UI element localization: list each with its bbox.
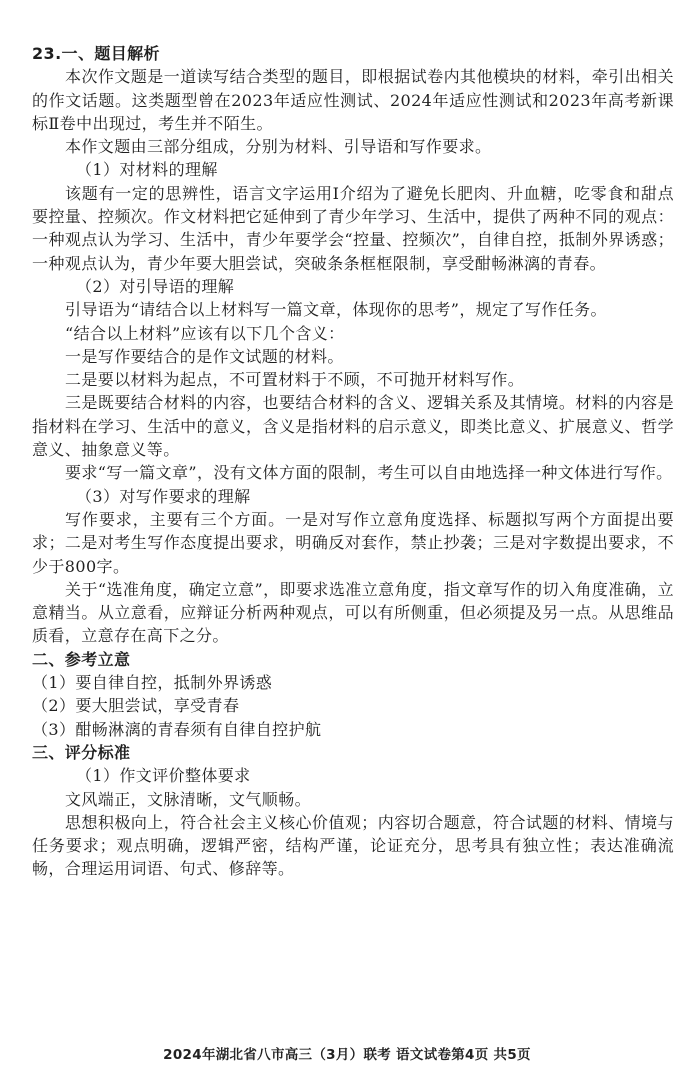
scoring-paragraph-1: 文风端正，文脉清晰，文气顺畅。 — [65, 789, 312, 809]
section-heading-3: 三、评分标准 — [32, 742, 131, 762]
guide-paragraph-3: 一是写作要结合的是作文试题的材料。 — [65, 346, 344, 366]
requirement-paragraph-1: 写作要求，主要有三个方面。一是对写作立意角度选择、标题拟写两个方面提出要求；二是对考生写作态度提出要求，明确反对套作，禁止抄袭；三是对字数提出要求，不少于800字。 — [32, 509, 674, 576]
subsection-title-guide: （2）对引导语的理解 — [76, 276, 235, 296]
requirement-paragraph-2: 关于“选准角度，确定立意”，即要求选准立意角度，指文章写作的切入角度准确，立意精当。从立意看，应辩证分析两种观点，可以有所侧重，但必须提及另一点。从思维品质看，立意存在高下之分。 — [32, 579, 674, 646]
page-footer: 2024年湖北省八市高三（3月）联考 语文试卷第4页 共5页 — [163, 1047, 531, 1063]
reference-idea-2: （2）要大胆尝试，享受青春 — [32, 696, 240, 716]
reference-idea-3: （3）酣畅淋漓的青春须有自律自控护航 — [32, 719, 322, 739]
subsection-title-material: （1）对材料的理解 — [76, 160, 218, 180]
intro-paragraph-1: 本次作文题是一道读写结合类型的题目，即根据试卷内其他模块的材料，牵引出相关的作文话题。这类题型曾在2023年适应性测试、2024年适应性测试和2023年高考新课标Ⅱ卷中出现过，考生并不陌生。 — [32, 67, 674, 133]
guide-paragraph-1: 引导语为“请结合以上材料写一篇文章，体现你的思考”，规定了写作任务。 — [65, 300, 607, 320]
section-heading-2: 二、参考立意 — [32, 649, 131, 669]
scoring-subtitle: （1）作文评价整体要求 — [76, 766, 251, 786]
section-heading-1: 23.一、题目解析 — [32, 44, 160, 63]
subsection-title-requirement: （3）对写作要求的理解 — [76, 486, 251, 506]
intro-paragraph-2: 本作文题由三部分组成，分别为材料、引导语和写作要求。 — [65, 137, 492, 157]
scoring-paragraph-2: 思想积极向上，符合社会主义核心价值观；内容切合题意，符合试题的材料、情境与任务要求；观点明确，逻辑严密，结构严谨，论证充分，思考具有独立性；表达准确流畅，合理运用词语、句式、修辞等。 — [32, 812, 674, 879]
guide-paragraph-4: 二是要以材料为起点，不可置材料于不顾，不可抛开材料写作。 — [65, 370, 525, 390]
guide-paragraph-2: “结合以上材料”应该有以下几个含义： — [65, 323, 345, 343]
material-paragraph: 该题有一定的思辨性，语言文字运用Ⅰ介绍为了避免长肥肉、升血糖，吃零食和甜点要控量、控频次。作文材料把它延伸到了青少年学习、生活中，提供了两种不同的观点：一种观点认为学习、生活中，青少年要学会“控量、控频次”，自律自控，抵制外界诱惑；一种观点认为，青少年要大胆尝试，突破条条框框限制，享受酣畅淋漓的青春。 — [32, 183, 674, 273]
guide-paragraph-5: 三是既要结合材料的内容，也要结合材料的含义、逻辑关系及其情境。材料的内容是指材料在学习、生活中的意义，含义是指材料的启示意义，即类比意义、扩展意义、哲学意义、抽象意义等。 — [32, 393, 674, 460]
answer-text — [32, 42, 674, 881]
reference-idea-1: （1）要自律自控，抵制外界诱惑 — [32, 673, 273, 693]
guide-paragraph-6: 要求“写一篇文章”，没有文体方面的限制，考生可以自由地选择一种文体进行写作。 — [65, 463, 673, 483]
